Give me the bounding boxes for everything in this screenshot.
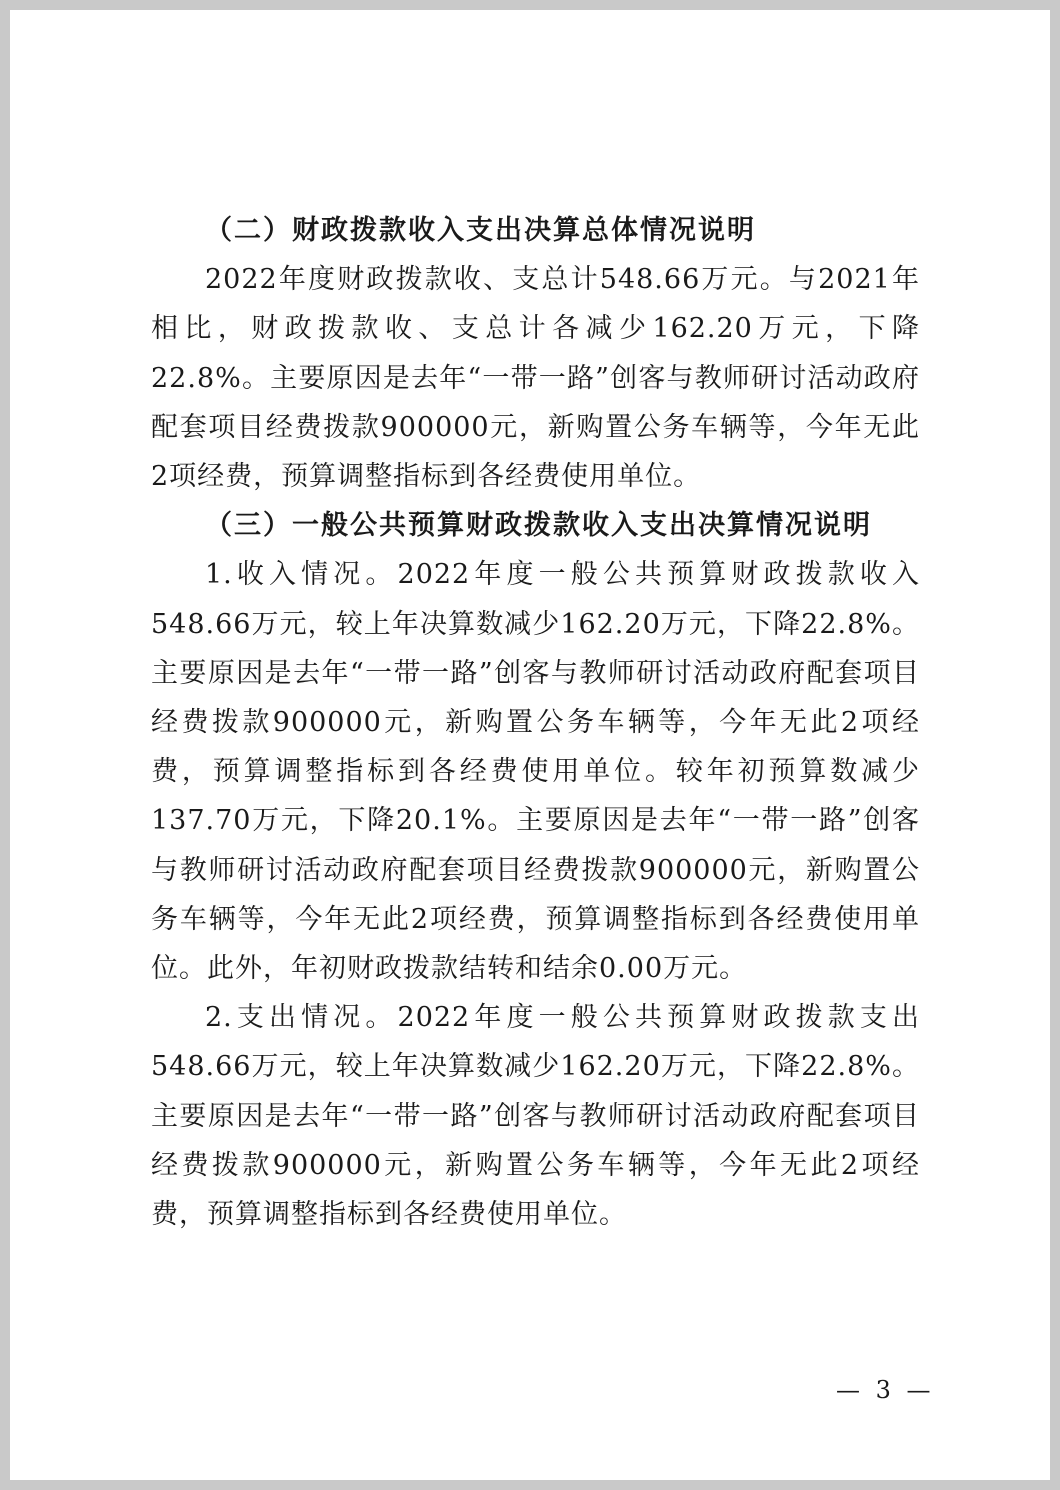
paragraph-expenditure: 2.支出情况。2022年度一般公共预算财政拨款支出548.66万元，较上年决算数减少162.20万元，下降22.8%。主要原因是去年“一带一路”创客与教师研讨活动政府配套项目经费拨款900000元，新购置公务车辆等，今年无此2项经费，预算调整指标到各经费使用单位。 — [151, 1002, 920, 1231]
section-heading-2: （二）财政拨款收入支出决算总体情况说明 — [205, 215, 756, 246]
document-page — [10, 10, 1050, 1480]
page-number: — 3 — — [836, 1376, 935, 1404]
paragraph-overall: 2022年度财政拨款收、支总计548.66万元。与2021年相比，财政拨款收、支总计各减少162.20万元，下降22.8%。主要原因是去年“一带一路”创客与教师研讨活动政府配套项目经费拨款900000元，新购置公务车辆等，今年无此2项经费，预算调整指标到各经费使用单位。 — [151, 264, 920, 493]
paragraph-income: 1.收入情况。2022年度一般公共预算财政拨款收入548.66万元，较上年决算数减少162.20万元，下降22.8%。主要原因是去年“一带一路”创客与教师研讨活动政府配套项目经费拨款900000元，新购置公务车辆等，今年无此2项经费，预算调整指标到各经费使用单位。较年初预算数减少137.70万元，下降20.1%。主要原因是去年“一带一路”创客与教师研讨活动政府配套项目经费拨款900000元，新购置公务车辆等，今年无此2项经费，预算调整指标到各经费使用单位。此外，年初财政拨款结转和结余0.00万元。 — [151, 559, 920, 985]
document-body — [151, 206, 920, 1239]
section-heading-3: （三）一般公共预算财政拨款收入支出决算情况说明 — [205, 510, 872, 542]
